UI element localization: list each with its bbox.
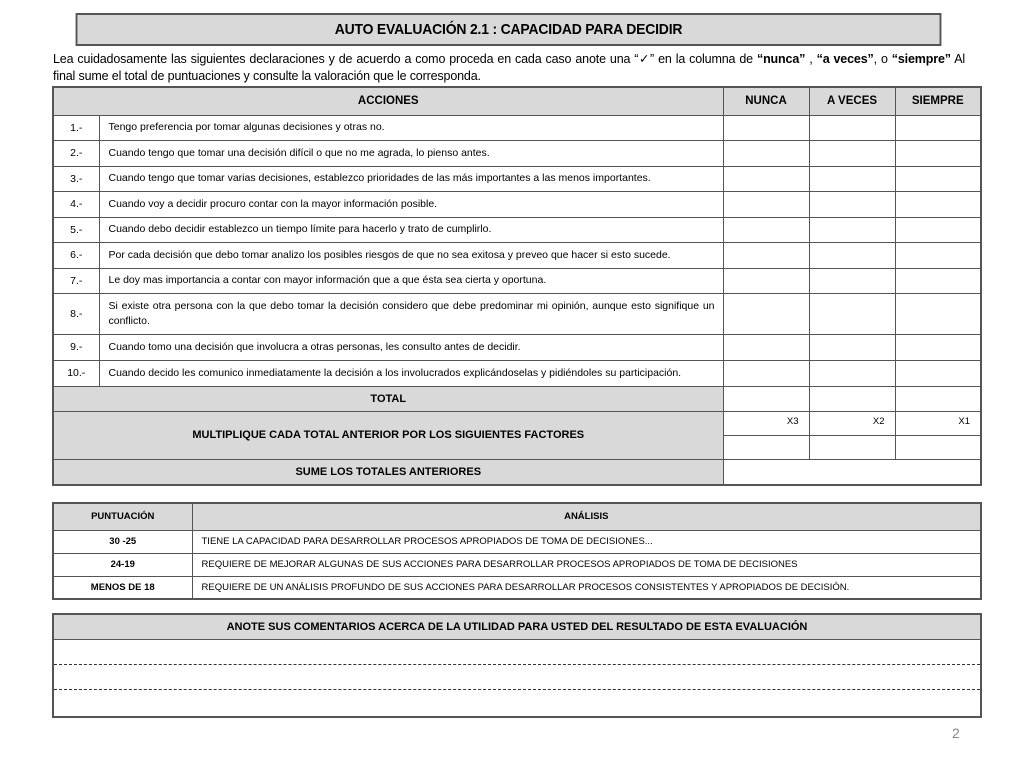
option-a-veces: “a veces”	[816, 52, 874, 66]
intro-text-1: Lea cuidadosamente las siguientes declaraciones y de acuerdo a como proceda en cada caso anote una “	[53, 52, 639, 66]
table-row	[53, 293, 981, 334]
evaluation-table	[52, 86, 982, 486]
cell-nunca[interactable]	[723, 115, 809, 140]
analysis-table	[52, 502, 982, 600]
total-siempre[interactable]	[895, 386, 981, 411]
analysis-row	[53, 530, 981, 553]
total-label: TOTAL	[53, 386, 723, 411]
sum-value[interactable]	[723, 459, 981, 485]
row-number: 5.-	[53, 217, 99, 242]
cell-nunca[interactable]	[723, 268, 809, 293]
intro-sep-2: , o	[873, 52, 892, 66]
cell-a-veces[interactable]	[809, 115, 895, 140]
analysis-row	[53, 553, 981, 576]
row-action-text: Le doy mas importancia a contar con mayor información que a que ésta sea cierta y oportuna.	[99, 268, 723, 293]
cell-a-veces[interactable]	[809, 166, 895, 191]
total-a-veces[interactable]	[809, 386, 895, 411]
comments-box	[52, 613, 982, 718]
row-action-text: Por cada decisión que debo tomar analizo los posibles riesgos de que no sea exitosa y preveo que hacer si esto sucede.	[99, 242, 723, 268]
cell-siempre[interactable]	[895, 360, 981, 386]
cell-a-veces[interactable]	[809, 140, 895, 166]
analysis-text: REQUIERE DE UN ANÁLISIS PROFUNDO DE SUS ACCIONES PARA DESARROLLAR PROCESOS CONSISTENTES Y APROPIADOS DE DECISIÓN.	[192, 576, 981, 599]
table-row	[53, 115, 981, 140]
cell-a-veces[interactable]	[809, 268, 895, 293]
table-row	[53, 360, 981, 386]
row-action-text: Cuando debo decidir establezco un tiempo límite para hacerlo y trato de cumplirlo.	[99, 217, 723, 242]
cell-a-veces[interactable]	[809, 360, 895, 386]
analysis-text: REQUIERE DE MEJORAR ALGUNAS DE SUS ACCIONES PARA DESARROLLAR PROCESOS APROPIADOS DE TOMA DE DECISIONES	[192, 553, 981, 576]
cell-a-veces[interactable]	[809, 242, 895, 268]
factor-siempre: X1	[895, 411, 981, 435]
intro-text-2: ” en la columna de	[650, 52, 757, 66]
product-nunca[interactable]	[723, 435, 809, 459]
cell-siempre[interactable]	[895, 242, 981, 268]
row-action-text: Cuando tengo que tomar una decisión difícil o que no me agrada, lo pienso antes.	[99, 140, 723, 166]
row-number: 6.-	[53, 242, 99, 268]
cell-nunca[interactable]	[723, 217, 809, 242]
check-mark-icon: ✓	[638, 52, 651, 66]
header-acciones: ACCIONES	[53, 87, 723, 115]
multiply-label: MULTIPLIQUE CADA TOTAL ANTERIOR POR LOS SIGUIENTES FACTORES	[53, 411, 723, 459]
instructions	[53, 51, 965, 85]
analysis-text: TIENE LA CAPACIDAD PARA DESARROLLAR PROCESOS APROPIADOS DE TOMA DE DECISIONES...	[192, 530, 981, 553]
row-action-text: Cuando decido les comunico inmediatamente la decisión a los involucrados explicándoselas y pidiéndoles su participación.	[99, 360, 723, 386]
cell-a-veces[interactable]	[809, 293, 895, 334]
cell-nunca[interactable]	[723, 140, 809, 166]
row-number: 3.-	[53, 166, 99, 191]
table-row	[53, 334, 981, 360]
cell-a-veces[interactable]	[809, 217, 895, 242]
table-row	[53, 217, 981, 242]
page-title: AUTO EVALUACIÓN 2.1 : CAPACIDAD PARA DECIDIR	[76, 13, 942, 46]
cell-siempre[interactable]	[895, 115, 981, 140]
row-action-text: Cuando tengo que tomar varias decisiones, establezco prioridades de las más importantes a las menos importantes.	[99, 166, 723, 191]
header-puntuacion: PUNTUACIÓN	[53, 503, 192, 530]
cell-nunca[interactable]	[723, 242, 809, 268]
row-number: 4.-	[53, 191, 99, 217]
table-row	[53, 268, 981, 293]
sum-label: SUME LOS TOTALES ANTERIORES	[53, 459, 723, 485]
row-action-text: Cuando tomo una decisión que involucra a otras personas, les consulto antes de decidir.	[99, 334, 723, 360]
cell-siempre[interactable]	[895, 166, 981, 191]
comment-line	[54, 664, 980, 665]
row-number: 2.-	[53, 140, 99, 166]
cell-siempre[interactable]	[895, 217, 981, 242]
comments-header: ANOTE SUS COMENTARIOS ACERCA DE LA UTILIDAD PARA USTED DEL RESULTADO DE ESTA EVALUACIÓN	[54, 615, 980, 640]
table-row	[53, 140, 981, 166]
row-number: 7.-	[53, 268, 99, 293]
factor-a-veces: X2	[809, 411, 895, 435]
intro-sep-1: ,	[805, 52, 817, 66]
intro-text-3: Al final sume el total de puntuaciones y consulte la valoración que le corresponda.	[53, 52, 966, 83]
row-action-text: Cuando voy a decidir procuro contar con la mayor información posible.	[99, 191, 723, 217]
row-action-text: Tengo preferencia por tomar algunas decisiones y otras no.	[99, 115, 723, 140]
table-row	[53, 166, 981, 191]
cell-nunca[interactable]	[723, 293, 809, 334]
header-nunca: NUNCA	[723, 87, 809, 115]
row-action-text: Si existe otra persona con la que debo tomar la decisión considero que debe predominar mi opinión, aunque esto signifique un conflicto.	[99, 293, 723, 334]
cell-nunca[interactable]	[723, 334, 809, 360]
option-siempre: “siempre”	[891, 52, 951, 66]
score-range: 24-19	[53, 553, 192, 576]
cell-a-veces[interactable]	[809, 191, 895, 217]
factor-nunca: X3	[723, 411, 809, 435]
table-row	[53, 191, 981, 217]
cell-a-veces[interactable]	[809, 334, 895, 360]
cell-siempre[interactable]	[895, 191, 981, 217]
cell-nunca[interactable]	[723, 360, 809, 386]
cell-siempre[interactable]	[895, 334, 981, 360]
score-range: 30 -25	[53, 530, 192, 553]
cell-siempre[interactable]	[895, 293, 981, 334]
header-analisis: ANÁLISIS	[192, 503, 981, 530]
header-siempre: SIEMPRE	[895, 87, 981, 115]
product-a-veces[interactable]	[809, 435, 895, 459]
row-number: 8.-	[53, 293, 99, 334]
cell-nunca[interactable]	[723, 166, 809, 191]
page-number: 2	[952, 725, 960, 741]
row-number: 9.-	[53, 334, 99, 360]
header-a-veces: A VECES	[809, 87, 895, 115]
cell-siempre[interactable]	[895, 268, 981, 293]
comment-line	[54, 689, 980, 690]
score-range: MENOS DE 18	[53, 576, 192, 599]
cell-siempre[interactable]	[895, 140, 981, 166]
total-nunca[interactable]	[723, 386, 809, 411]
product-siempre[interactable]	[895, 435, 981, 459]
row-number: 10.-	[53, 360, 99, 386]
option-nunca: “nunca”	[756, 52, 806, 66]
row-number: 1.-	[53, 115, 99, 140]
table-row	[53, 242, 981, 268]
analysis-row	[53, 576, 981, 599]
cell-nunca[interactable]	[723, 191, 809, 217]
